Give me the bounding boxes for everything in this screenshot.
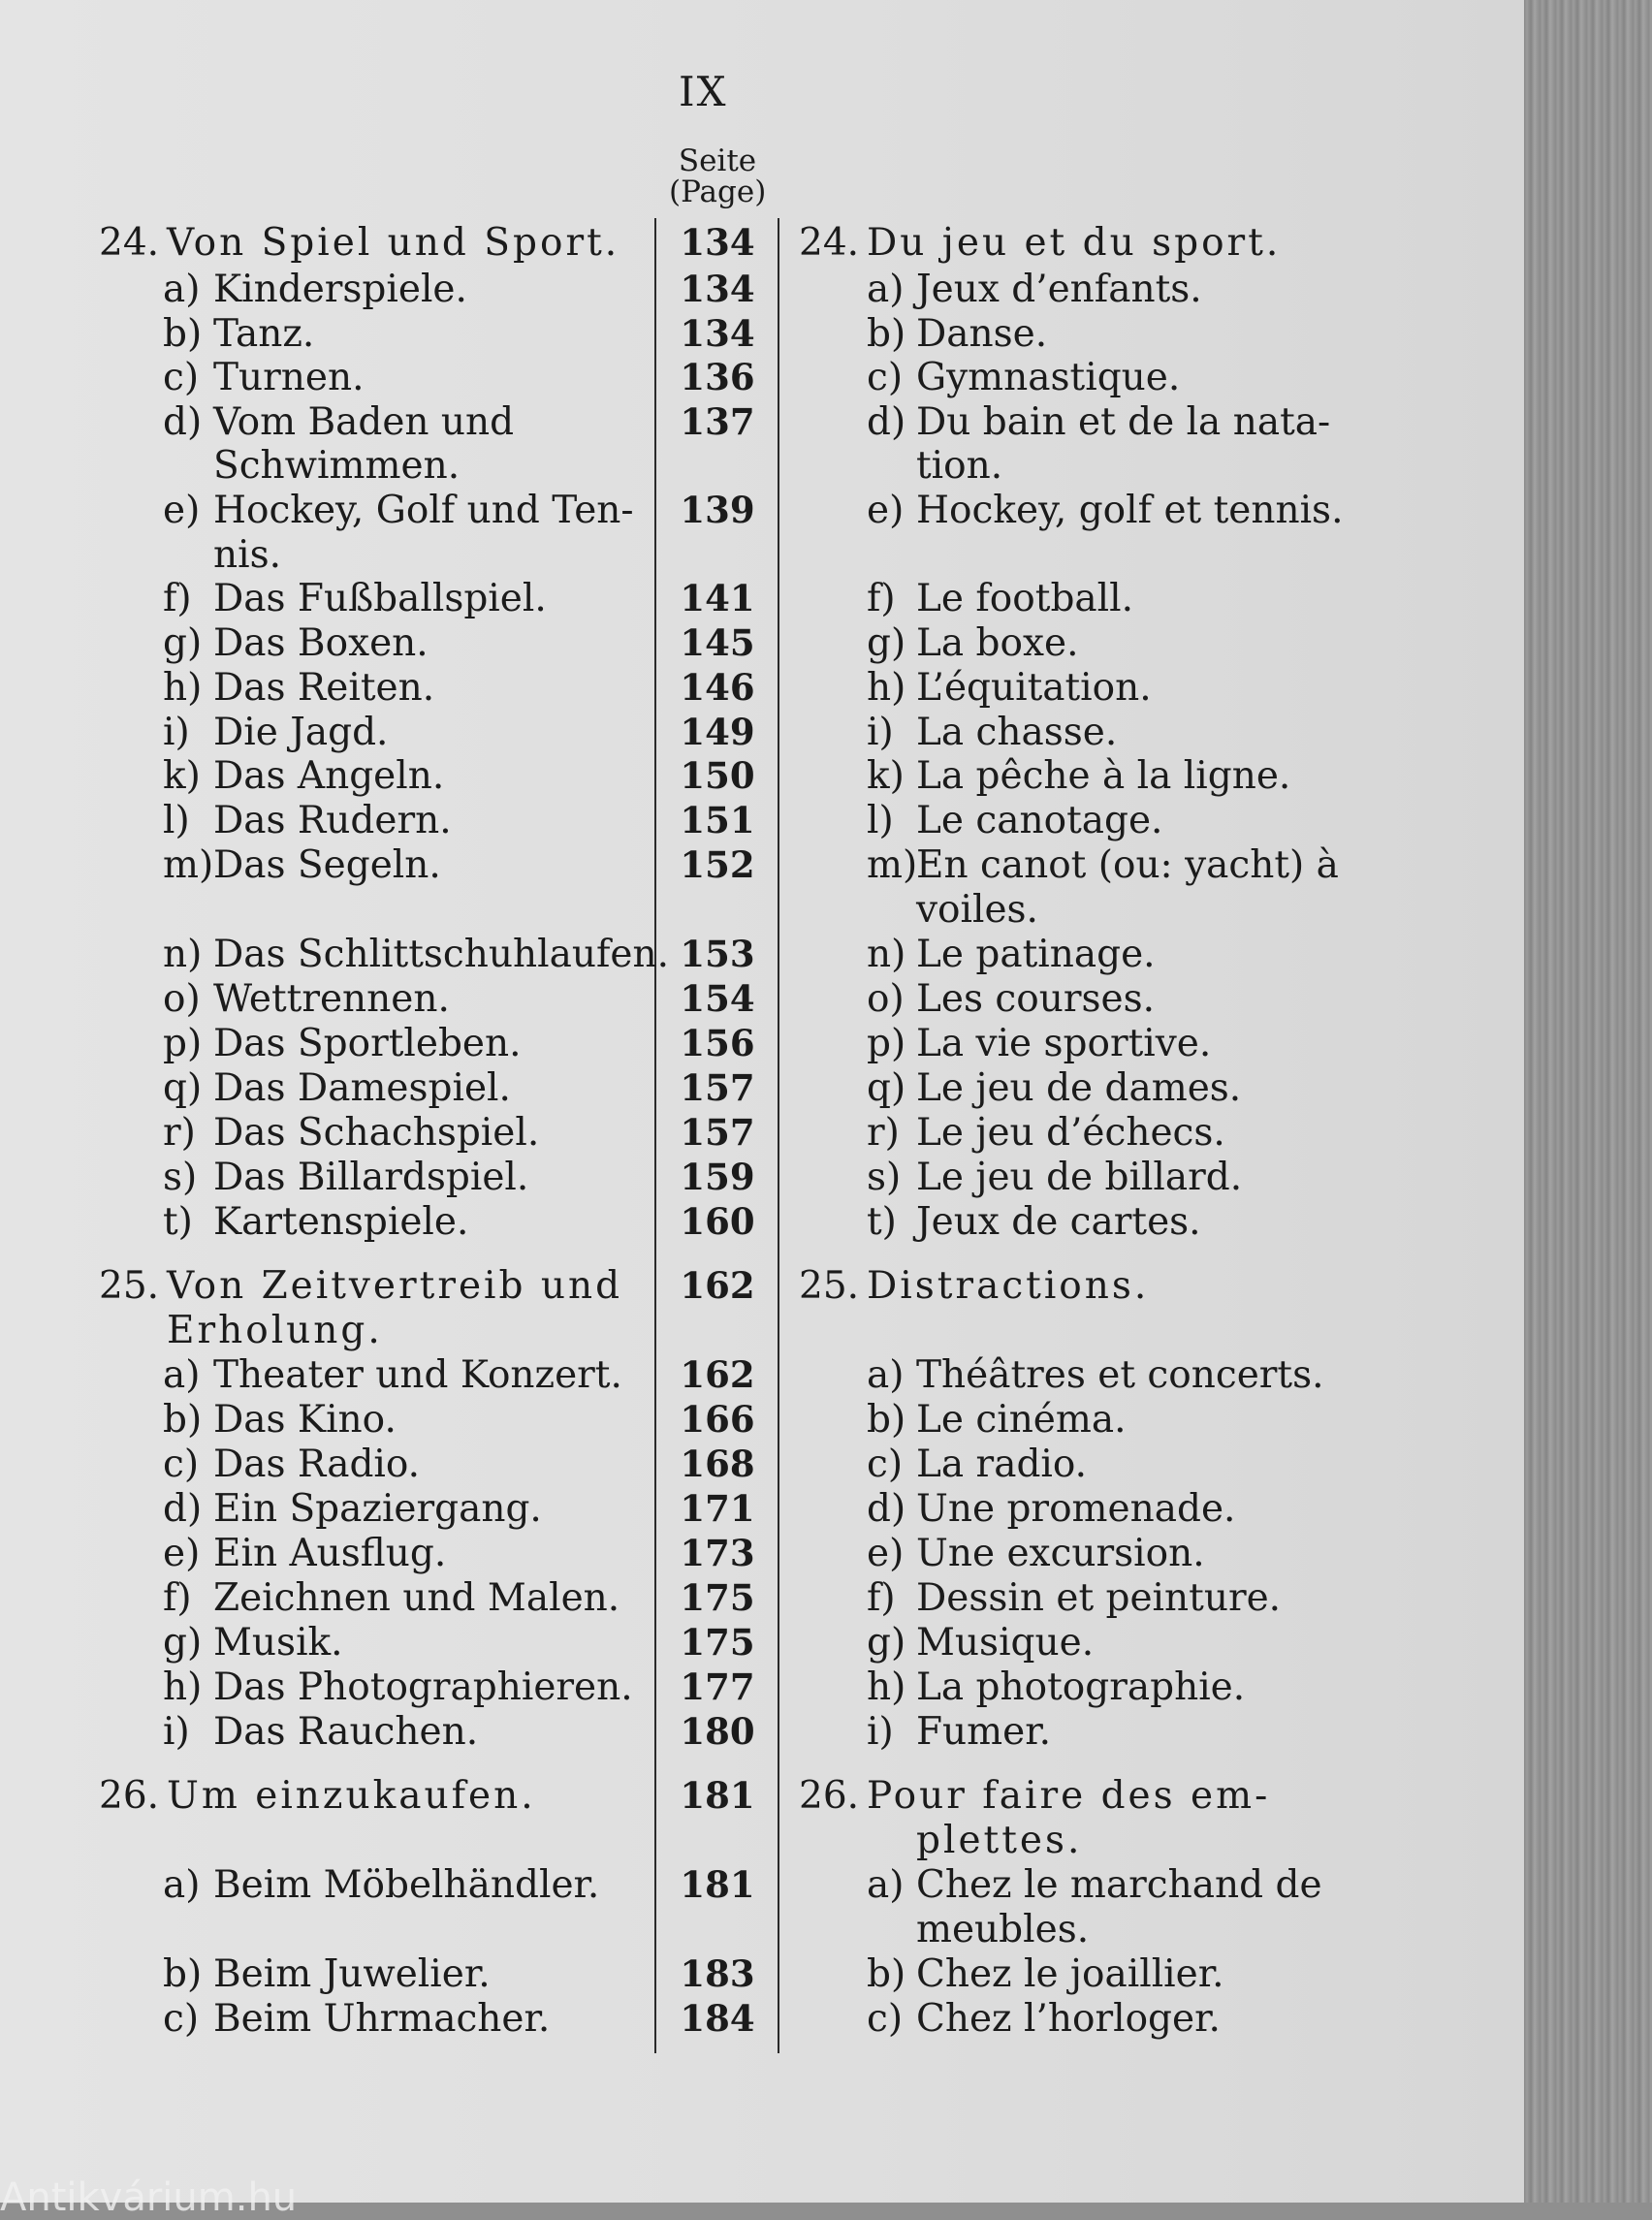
entry-label: c)	[867, 1443, 904, 1486]
section-number: 25.	[99, 1264, 160, 1308]
entry-title-fr[interactable]: La pêche à la ligne.	[916, 754, 1291, 798]
entry-title-de[interactable]: Kartenspiele.	[213, 1200, 469, 1244]
entry-label: r)	[867, 1111, 900, 1155]
section-title-de[interactable]: Von Spiel und Sport.	[167, 221, 620, 265]
entry-label: a)	[867, 1863, 905, 1907]
entry-label: d)	[163, 1487, 203, 1531]
entry-title-de[interactable]: Das Rudern.	[213, 799, 452, 842]
page-reference[interactable]: 175	[680, 1621, 755, 1664]
section-title-fr-continued: plettes.	[916, 1819, 1083, 1862]
entry-title-fr[interactable]: Théâtres et concerts.	[916, 1353, 1324, 1397]
entry-label: m)	[163, 843, 214, 887]
entry-title-de[interactable]: Beim Uhrmacher.	[213, 1997, 551, 2041]
entry-label: f)	[163, 1576, 192, 1620]
entry-label: b)	[867, 1952, 906, 1996]
entry-title-fr[interactable]: Le canotage.	[916, 799, 1163, 842]
entry-title-de[interactable]: Das Boxen.	[213, 621, 429, 665]
entry-title-fr[interactable]: Musique.	[916, 1621, 1095, 1665]
entry-label: n)	[163, 933, 203, 976]
entry-label: i)	[163, 711, 190, 754]
section-number: 26.	[99, 1774, 160, 1818]
entry-title-fr[interactable]: Le patinage.	[916, 933, 1156, 976]
section-title-de[interactable]: Von Zeitvertreib und	[167, 1264, 623, 1308]
entry-label: m)	[867, 843, 918, 887]
entry-title-de[interactable]: Das Reiten.	[213, 666, 435, 710]
entry-title-de[interactable]: Tanz.	[213, 312, 315, 356]
entry-label: e)	[867, 1532, 905, 1575]
entry-title-de[interactable]: Theater und Konzert.	[213, 1353, 622, 1397]
entry-label: e)	[163, 489, 201, 532]
entry-label: t)	[867, 1200, 897, 1244]
entry-label: p)	[163, 1022, 203, 1065]
entry-title-de[interactable]: Ein Ausflug.	[213, 1532, 447, 1575]
page-reference[interactable]: 139	[680, 489, 755, 531]
page-reference[interactable]: 181	[680, 1863, 755, 1906]
entry-title-de[interactable]: Das Segeln.	[213, 843, 441, 887]
page-reference[interactable]: 152	[680, 843, 755, 886]
page-reference[interactable]: 175	[680, 1576, 755, 1619]
entry-label: q)	[163, 1066, 203, 1110]
entry-label: h)	[867, 666, 906, 710]
entry-title-fr[interactable]: Le football.	[916, 577, 1134, 620]
entry-title-fr[interactable]: Dessin et peinture.	[916, 1576, 1282, 1620]
page-reference[interactable]: 149	[680, 711, 755, 753]
entry-label: c)	[163, 1997, 200, 2041]
section-title-fr[interactable]: Du jeu et du sport.	[867, 221, 1282, 265]
entry-title-de[interactable]: Das Angeln.	[213, 754, 445, 798]
entry-title-de[interactable]: Zeichnen und Malen.	[213, 1576, 620, 1620]
entry-title-fr[interactable]: Du bain et de la nata-	[916, 400, 1331, 444]
page-number: IX	[679, 68, 728, 115]
entry-label: a)	[163, 1863, 201, 1907]
entry-title-de[interactable]: Musik.	[213, 1621, 343, 1665]
entry-title-fr[interactable]: Chez le joaillier.	[916, 1952, 1224, 1996]
entry-title-fr[interactable]: Le cinéma.	[916, 1398, 1127, 1442]
entry-label: q)	[867, 1066, 906, 1110]
entry-label: a)	[163, 1353, 201, 1397]
section-number: 24.	[99, 221, 160, 265]
entry-title-de[interactable]: Ein Spaziergang.	[213, 1487, 542, 1531]
entry-title-fr[interactable]: Chez le marchand de	[916, 1863, 1322, 1907]
page-reference[interactable]: 180	[680, 1710, 755, 1753]
entry-title-fr[interactable]: Les courses.	[916, 977, 1155, 1021]
entry-title-fr[interactable]: La vie sportive.	[916, 1022, 1212, 1065]
entry-title-de[interactable]: Das Billardspiel.	[213, 1156, 529, 1199]
page-reference[interactable]: 145	[680, 621, 755, 664]
column-divider-left	[654, 218, 656, 2053]
entry-label: c)	[867, 356, 904, 399]
entry-label: e)	[163, 1532, 201, 1575]
watermark: Antikvárium.hu	[0, 2175, 298, 2220]
entry-label: k)	[163, 754, 201, 798]
entry-title-de[interactable]: Das Damespiel.	[213, 1066, 511, 1110]
entry-label: t)	[163, 1200, 193, 1244]
entry-title-de[interactable]: Das Schlittschuhlaufen.	[213, 933, 669, 976]
entry-title-de[interactable]: Wettrennen.	[213, 977, 450, 1021]
entry-title-de[interactable]: Vom Baden und	[213, 400, 515, 444]
section-title-fr[interactable]: Distractions.	[867, 1264, 1150, 1308]
page-reference[interactable]: 153	[680, 933, 755, 975]
entry-label: i)	[867, 1710, 894, 1754]
entry-title-de[interactable]: Hockey, Golf und Ten-	[213, 489, 634, 532]
entry-label: b)	[163, 1952, 203, 1996]
entry-label: d)	[867, 1487, 906, 1531]
page-reference[interactable]: 137	[680, 400, 755, 443]
entry-label: d)	[163, 400, 203, 444]
entry-title-fr[interactable]: La boxe.	[916, 621, 1079, 665]
entry-title-de[interactable]: Beim Möbelhändler.	[213, 1863, 600, 1907]
page-reference[interactable]: 146	[680, 666, 755, 709]
entry-title-fr[interactable]: La radio.	[916, 1443, 1088, 1486]
entry-title-fr[interactable]: La photographie.	[916, 1665, 1246, 1709]
entry-title-fr[interactable]: Jeux d’enfants.	[916, 268, 1202, 311]
page-reference[interactable]: 150	[680, 754, 755, 797]
entry-label: a)	[867, 1353, 905, 1397]
entry-title-fr[interactable]: Le jeu d’échecs.	[916, 1111, 1225, 1155]
entry-label: i)	[867, 711, 894, 754]
entry-title-fr[interactable]: Chez l’horloger.	[916, 1997, 1221, 2041]
section-title-de-continued: Erholung.	[167, 1309, 383, 1352]
page-reference[interactable]: 162	[680, 1353, 755, 1396]
section-number: 26.	[799, 1774, 860, 1818]
page-reference[interactable]: 160	[680, 1200, 755, 1243]
section-title-de[interactable]: Um einzukaufen.	[167, 1774, 536, 1818]
entry-title-de[interactable]: Schwimmen.	[213, 444, 461, 488]
entry-title-fr[interactable]: Le jeu de dames.	[916, 1066, 1242, 1110]
entry-title-fr[interactable]: Danse.	[916, 312, 1048, 356]
entry-label: e)	[867, 489, 905, 532]
page-reference[interactable]: 184	[680, 1997, 755, 2040]
entry-label: p)	[867, 1022, 906, 1065]
entry-label: o)	[163, 977, 201, 1021]
entry-label: f)	[867, 577, 896, 620]
page-reference[interactable]: 183	[680, 1952, 755, 1995]
entry-title-fr[interactable]: L’équitation.	[916, 666, 1152, 710]
column-divider-right	[778, 218, 779, 2053]
entry-label: b)	[867, 312, 906, 356]
entry-title-fr[interactable]: tion.	[916, 444, 1003, 488]
page-reference[interactable]: 162	[680, 1264, 755, 1307]
entry-title-fr[interactable]: La chasse.	[916, 711, 1118, 754]
entry-title-fr[interactable]: meubles.	[916, 1908, 1090, 1951]
entry-label: g)	[163, 1621, 203, 1665]
entry-title-de[interactable]: Beim Juwelier.	[213, 1952, 491, 1996]
column-header-page: (Page)	[669, 174, 767, 209]
page-reference[interactable]: 171	[680, 1487, 755, 1530]
section-title-fr[interactable]: Pour faire des em-	[867, 1774, 1271, 1818]
column-header-seite: Seite	[678, 143, 757, 178]
entry-title-de[interactable]: Das Photographieren.	[213, 1665, 633, 1709]
entry-label: b)	[163, 312, 203, 356]
entry-title-fr[interactable]: Hockey, golf et tennis.	[916, 489, 1344, 532]
entry-title-de[interactable]: Turnen.	[213, 356, 365, 399]
entry-label: g)	[867, 621, 906, 665]
entry-label: b)	[867, 1398, 906, 1442]
page-reference[interactable]: 157	[680, 1066, 755, 1109]
entry-title-fr[interactable]: Jeux de cartes.	[916, 1200, 1201, 1244]
page-reference[interactable]: 141	[680, 577, 755, 619]
entry-label: n)	[867, 933, 906, 976]
entry-label: s)	[163, 1156, 198, 1199]
page-reference[interactable]: 156	[680, 1022, 755, 1064]
entry-title-fr[interactable]: Fumer.	[916, 1710, 1051, 1754]
page-reference[interactable]: 177	[680, 1665, 755, 1708]
entry-title-fr[interactable]: Une promenade.	[916, 1487, 1236, 1531]
entry-label: g)	[867, 1621, 906, 1665]
entry-label: l)	[163, 799, 190, 842]
entry-title-de[interactable]: Das Fußballspiel.	[213, 577, 547, 620]
entry-label: c)	[867, 1997, 904, 2041]
entry-label: h)	[867, 1665, 906, 1709]
entry-title-fr[interactable]: En canot (ou: yacht) à	[916, 843, 1339, 887]
page-reference[interactable]: 136	[680, 356, 755, 398]
entry-label: b)	[163, 1398, 203, 1442]
entry-label: c)	[163, 356, 200, 399]
section-number: 25.	[799, 1264, 860, 1308]
section-number: 24.	[799, 221, 860, 265]
entry-title-de[interactable]: Die Jagd.	[213, 711, 389, 754]
entry-label: f)	[163, 577, 192, 620]
page-reference[interactable]: 154	[680, 977, 755, 1020]
entry-label: g)	[163, 621, 203, 665]
entry-title-de[interactable]: nis.	[213, 533, 282, 577]
entry-label: s)	[867, 1156, 902, 1199]
entry-title-de[interactable]: Das Kino.	[213, 1398, 397, 1442]
entry-label: h)	[163, 666, 203, 710]
page-reference[interactable]: 166	[680, 1398, 755, 1441]
entry-title-de[interactable]: Das Radio.	[213, 1443, 421, 1486]
entry-label: l)	[867, 799, 894, 842]
entry-label: d)	[867, 400, 906, 444]
page-reference[interactable]: 134	[680, 221, 755, 264]
entry-label: k)	[867, 754, 905, 798]
entry-label: a)	[163, 268, 201, 311]
entry-title-fr[interactable]: Gymnastique.	[916, 356, 1181, 399]
page-reference[interactable]: 168	[680, 1443, 755, 1485]
entry-label: a)	[867, 268, 905, 311]
entry-label: i)	[163, 1710, 190, 1754]
entry-label: f)	[867, 1576, 896, 1620]
page-reference[interactable]: 173	[680, 1532, 755, 1574]
adjacent-pages-edge	[1524, 0, 1652, 2203]
entry-label: h)	[163, 1665, 203, 1709]
entry-label: c)	[163, 1443, 200, 1486]
page-reference[interactable]: 134	[680, 312, 755, 355]
entry-label: r)	[163, 1111, 196, 1155]
page-reference[interactable]: 157	[680, 1111, 755, 1154]
entry-title-fr[interactable]: Le jeu de billard.	[916, 1156, 1243, 1199]
page-reference[interactable]: 159	[680, 1156, 755, 1198]
entry-title-de[interactable]: Das Rauchen.	[213, 1710, 479, 1754]
entry-title-de[interactable]: Kinderspiele.	[213, 268, 467, 311]
page-reference[interactable]: 181	[680, 1774, 755, 1817]
entry-title-de[interactable]: Das Sportleben.	[213, 1022, 522, 1065]
entry-label: o)	[867, 977, 905, 1021]
entry-title-de[interactable]: Das Schachspiel.	[213, 1111, 540, 1155]
entry-title-fr[interactable]: Une excursion.	[916, 1532, 1205, 1575]
entry-title-fr[interactable]: voiles.	[916, 888, 1038, 932]
page-reference[interactable]: 151	[680, 799, 755, 841]
page-reference[interactable]: 134	[680, 268, 755, 310]
